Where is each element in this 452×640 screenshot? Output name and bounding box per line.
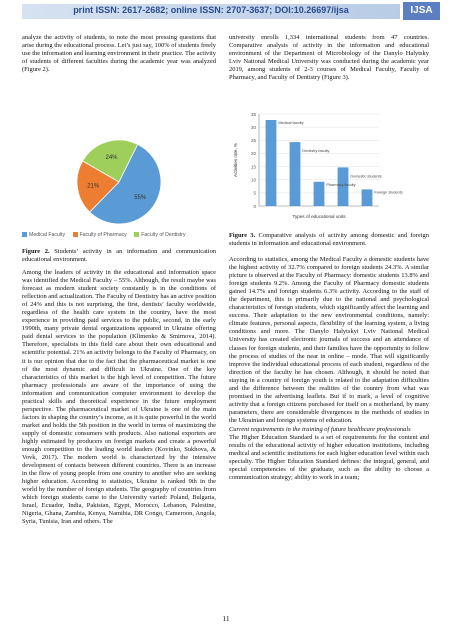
bar-foreign-students — [362, 189, 373, 206]
caption-text: Comparative analysis of activity among domestic and foreign students in information and educational environment. — [229, 232, 429, 248]
figure-2-caption — [22, 248, 216, 264]
right-intro-paragraph — [229, 34, 429, 82]
x-axis-label: Types of educational units — [292, 214, 346, 219]
y-tick-label: 0 — [253, 203, 256, 209]
right-body-paragraph — [229, 256, 429, 482]
y-tick-label: 5 — [253, 190, 256, 196]
legend-item-medical — [22, 232, 65, 238]
paragraph-text: analyze the activity of students, to note the most pressing questions that arise during the educational process. Let’s just say, 100% of students freely use the information and learning environment in their practice. The activity of students of different faculties during the academic year was analyzed (Figure 2). — [22, 34, 216, 74]
journal-header — [0, 0, 452, 20]
y-axis-label: Activities rate, % — [233, 143, 238, 177]
issn-doi-line: print ISSN: 2617-2682; online ISSN: 2707-3637; DOI:10.26697/ijsa — [73, 5, 349, 15]
paragraph-text: The Higher Education Standard is a set of requirements for the content and results of the educational activity of higher education institutions, including medical and scientific institutions for each higher education level within each specialty. The Higher Education Standard defines: the integral, general, and special competencies of the graduate, such as the ability to choose a communication strategy; ability to work in a team; — [229, 434, 429, 482]
y-tick-label: 15 — [250, 164, 256, 170]
paragraph-text: According to statistics, among the Medical Faculty a domestic students have the highest activity of 32.7% compared to foreign students 24.3%. A similar picture is observed at the Faculty of Pharmacy: domestic students 13.8% and foreign students 9.2%. Among the Faculty of Pharmacy domestic students gained 14.7% and foreign students 6.3% activity. According to the staff of the department, this is primarily due to the national and psychological characteristics of foreign students, which significantly affect the learning and success. Their adaptation to the new environmental conditions, namely: climate features, personal aspects, flexibility of the learning system, a living conditions and more. The Danylo Halytskyi Lviv National Medical University has created electronic journals of success and an attendance of classes for foreign students, and their families have the opportunity to follow the process of studies of the near in online – mode. That will significantly improve the individual educational process of each student, regardless of the direction of the faculty he has chosen. Although, it should be noted that staying in a country of foreign youth is related to the adaptation difficulties and the difference between the realities of the country from what was promised in the advertising leaflets. But if to mark, a level of cognitive activity that a foreign citizens purchased for itself on a motherland, by many parameters, there are considerable divergences in the methods of studies in the Ukrainian and foreign systems of education. — [229, 256, 429, 424]
pie-slice-label: 21% — [87, 183, 100, 190]
caption-text: Students’ activity in an information and communication educational environment. — [22, 248, 217, 264]
legend-item-dentistry — [134, 232, 185, 238]
bar-category-label: Dentistry faculty — [302, 149, 330, 154]
bar-category-label: Pharmacy faculty — [326, 182, 356, 187]
y-tick-label: 35 — [250, 111, 256, 117]
paragraph-text: Among the leaders of activity in the educational and information space was identified the Medical Faculty – 55%. Although, the result maybe was forecast as modern student society constantly is in the conditions of reflection and actualization. The Faculty of Dentistry has an active position of 24% and this is not surprising, the first, dentists’ faculty worldwide, regardless of the health care system in the country, have the most experience in providing paid services to the public, second, in the early 1990th, many private dental organizations appeared in Ukraine offering paid dental services to the population (Klimenko & Smirnova, 2014). Therefore, specialists in this field care about their own educational and scientific potential. 21% an activity belongs to the Faculty of Pharmacy, on it is our opinion that due to the fact that the pharmaceutical market is one of the most dynamic and difficult in Ukraine. One of the key characteristics of this market is the high level of competition. The future pharmacy professionals are aware of the importance of using the information and communication computer environment to develop the practical skills and theoretical experience in the future employment perspective. The pharmaceutical market of Ukraine is one of the main factors in shaping the country’s income, as it is quite powerful in the world market and holds the 5th position in the world in terms of maximizing the supply of domestic consumers with products. Also national exporters are highly estimated by producers on foreign markets and create a powerful enough competition to the leading world leaders (Kovinko, Sukhova, & Vovk, 2017). The modern world is characterized by the intensive development of contacts between different countries. There is an increase in the flow of young people from one country to another who are seeking higher education. According to statistics, Ukraine is ranked 9th in the world by the number of foreign students. The geography of countries from which foreign students came to the University varied: Poland, Bulgaria, Israel, Ecuador, India, Pakistan, Egypt, Morocco, Lebanon, Palestine, Nigeria, Ghana, Zambia, Kenya, Namibia, DR Congo, Cameroon, Angola, Syria, Tunisia, Iran and others. The — [22, 269, 216, 526]
bar-chart-svg — [229, 106, 429, 226]
y-tick-label: 30 — [250, 124, 256, 130]
figure-label: Figure 3. — [229, 232, 256, 239]
legend-swatch — [22, 232, 27, 237]
pie-chart-svg — [22, 137, 216, 227]
paragraph-text: university enrolls 1,334 international students from 47 countries. Comparative analysis of activity in the information and educational environment of the Department of Microbiology of the Danylo Halytsky Lviv National Medical University was conducted during the academic year 2019, among students of 2-3 courses of Medical Faculty, Faculty of Pharmacy, and Faculty of Dentistry (Figure 3). — [229, 34, 429, 82]
legend-label: Medical Faculty — [29, 232, 66, 238]
y-tick-label: 25 — [250, 138, 256, 144]
figure-3-caption — [229, 232, 429, 248]
journal-logo: IJSA — [403, 2, 440, 20]
pie-chart — [22, 137, 216, 227]
legend-label: Faculty of Pharmacy — [79, 232, 127, 238]
legend-swatch — [134, 232, 139, 237]
y-tick-label: 20 — [250, 151, 256, 157]
y-tick-label: 10 — [250, 177, 256, 183]
legend-label: Faculty of Dentistry — [141, 232, 186, 238]
bar-category-label: Medical faculty — [278, 121, 304, 125]
page-number: 11 — [222, 614, 230, 623]
bar-chart — [229, 106, 429, 226]
pie-slice-label: 24% — [105, 155, 118, 162]
bar-medical-faculty — [266, 120, 277, 206]
bar-category-label: Foreign students — [374, 190, 403, 195]
left-intro-paragraph — [22, 34, 216, 74]
pie-slice-label: 55% — [134, 195, 147, 202]
pie-legend — [22, 232, 216, 238]
left-body-paragraph — [22, 269, 216, 527]
bar-pharmacy-faculty — [314, 182, 325, 206]
section-heading: Current requirements in the training of future healthcare professionals — [229, 425, 411, 433]
legend-swatch — [73, 232, 78, 237]
bar-dentistry-faculty — [290, 142, 301, 206]
bar-category-label: Domestic students — [350, 174, 382, 179]
legend-item-pharmacy — [73, 232, 127, 238]
figure-label: Figure 2. — [22, 248, 50, 255]
